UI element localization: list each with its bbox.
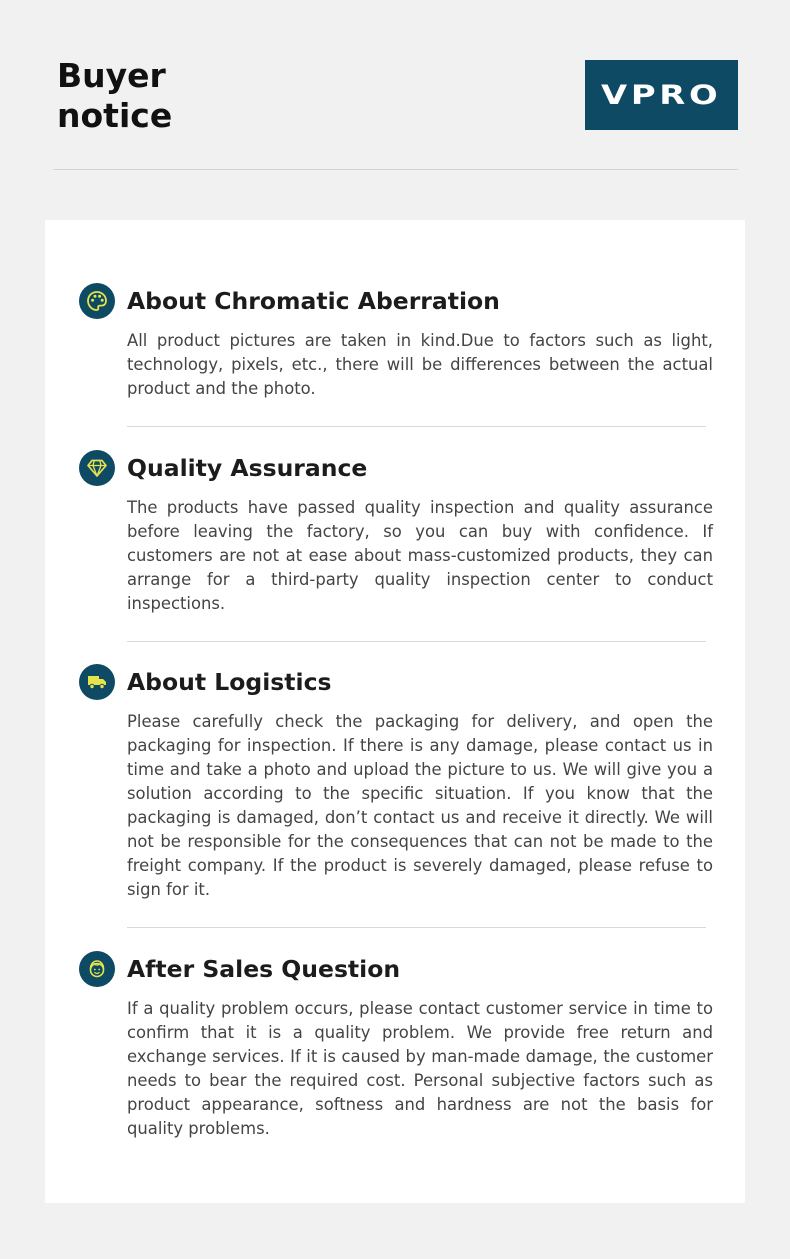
section-body: All product pictures are taken in kind.Due to factors such as light, technology, pixels, etc., there will be differences between the actual product and the photo. xyxy=(127,331,713,398)
section-body: The products have passed quality inspection and quality assurance before leaving the factory, so you can buy with confidence. If customers are not at ease about mass-customized products, they can arrange for a third-party quality inspection center to conduct inspections. xyxy=(127,498,713,613)
diamond-icon xyxy=(79,450,115,486)
notice-card xyxy=(45,220,745,1203)
page-title-line-2: notice xyxy=(57,96,173,135)
page-title-line-1: Buyer xyxy=(57,56,166,95)
section-divider xyxy=(127,927,706,928)
truck-icon xyxy=(79,664,115,700)
section-title: Quality Assurance xyxy=(127,454,368,482)
section-title: About Logistics xyxy=(127,668,332,696)
palette-icon xyxy=(79,283,115,319)
section-body: If a quality problem occurs, please contact customer service in time to confirm that it is a quality problem. We provide free return and exchange services. If it is caused by man-made damage, the customer needs to bear the required cost. Personal subjective factors such as product appearance, softness and hardness are not the basis for quality problems. xyxy=(127,999,713,1138)
page-title xyxy=(57,56,357,136)
section-divider xyxy=(127,641,706,642)
brand-logo-text: VPRO xyxy=(601,79,722,111)
section-body: Please carefully check the packaging for delivery, and open the packaging for inspection. If there is any damage, please contact us in time and take a photo and upload the picture to us. We will give you a solution according to the specific situation. If you know that the packaging is damaged, don’t contact us and receive it directly. We will not be responsible for the consequences that can not be made to the freight company. If the product is severely damaged, please refuse to sign for it. xyxy=(127,712,713,899)
brand-logo xyxy=(585,60,738,130)
section-title: After Sales Question xyxy=(127,955,401,983)
section-title: About Chromatic Aberration xyxy=(127,287,500,315)
section-divider xyxy=(127,426,706,427)
header-divider xyxy=(53,169,738,170)
customer-service-icon xyxy=(79,951,115,987)
